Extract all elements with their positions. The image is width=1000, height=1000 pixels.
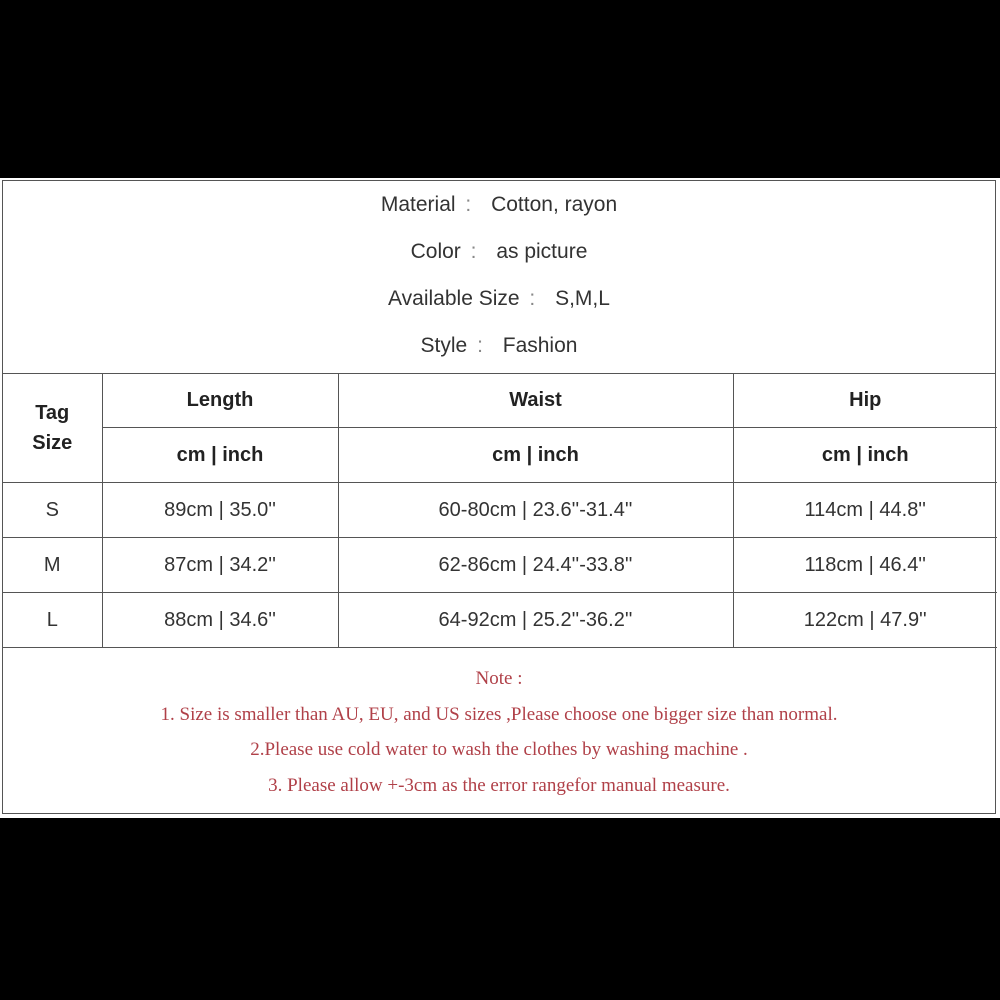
length-unit: cm | inch: [102, 428, 338, 483]
size-chart-sheet: [0, 178, 1000, 818]
material-line: [3, 193, 995, 217]
table-row: [3, 483, 997, 538]
length-header: Length: [102, 373, 338, 428]
waist-cell: 64-92cm | 25.2''-36.2'': [338, 593, 733, 648]
product-info: [3, 181, 995, 374]
size-sep: :: [529, 287, 536, 310]
material-sep: :: [465, 193, 472, 216]
hip-cell: 114cm | 44.8'': [733, 483, 997, 538]
size-value: S,M,L: [555, 287, 610, 310]
table-header-row: [3, 373, 997, 428]
length-cell: 88cm | 34.6'': [102, 593, 338, 648]
waist-header: Waist: [338, 373, 733, 428]
size-chart-frame: [2, 180, 996, 814]
note-title: Note :: [475, 668, 523, 689]
material-label: Material: [380, 193, 456, 216]
waist-unit: cm | inch: [338, 428, 733, 483]
note-item: 2.Please use cold water to wash the clothes by washing machine .: [250, 739, 748, 760]
color-label: Color: [410, 240, 461, 263]
size-cell: S: [3, 483, 102, 538]
size-table: [3, 373, 997, 648]
style-label: Style: [420, 334, 468, 357]
tag-header-line2: Size: [32, 431, 73, 454]
waist-cell: 60-80cm | 23.6''-31.4'': [338, 483, 733, 538]
style-line: [3, 334, 995, 358]
material-value: Cotton, rayon: [491, 193, 618, 216]
style-sep: :: [477, 334, 483, 357]
color-sep: :: [470, 240, 477, 263]
table-row: [3, 593, 997, 648]
waist-cell: 62-86cm | 24.4''-33.8'': [338, 538, 733, 593]
color-line: [3, 240, 995, 264]
tag-header-line1: Tag: [35, 401, 70, 424]
hip-header: Hip: [733, 373, 997, 428]
length-cell: 89cm | 35.0'': [102, 483, 338, 538]
unit-row: [3, 428, 997, 483]
hip-cell: 118cm | 46.4'': [733, 538, 997, 593]
hip-unit: cm | inch: [733, 428, 997, 483]
hip-cell: 122cm | 47.9'': [733, 593, 997, 648]
note-section: [3, 647, 995, 815]
note-item: 1. Size is smaller than AU, EU, and US sizes ,Please choose one bigger size than normal.: [160, 704, 838, 725]
style-value: Fashion: [502, 334, 578, 357]
note-item: 3. Please allow +-3cm as the error rangefor manual measure.: [268, 775, 730, 796]
size-label: Available Size: [388, 287, 520, 310]
tag-size-header: [3, 373, 102, 483]
color-value: as picture: [496, 240, 588, 263]
length-cell: 87cm | 34.2'': [102, 538, 338, 593]
table-row: [3, 538, 997, 593]
size-line: [3, 287, 995, 311]
size-cell: M: [3, 538, 102, 593]
size-cell: L: [3, 593, 102, 648]
